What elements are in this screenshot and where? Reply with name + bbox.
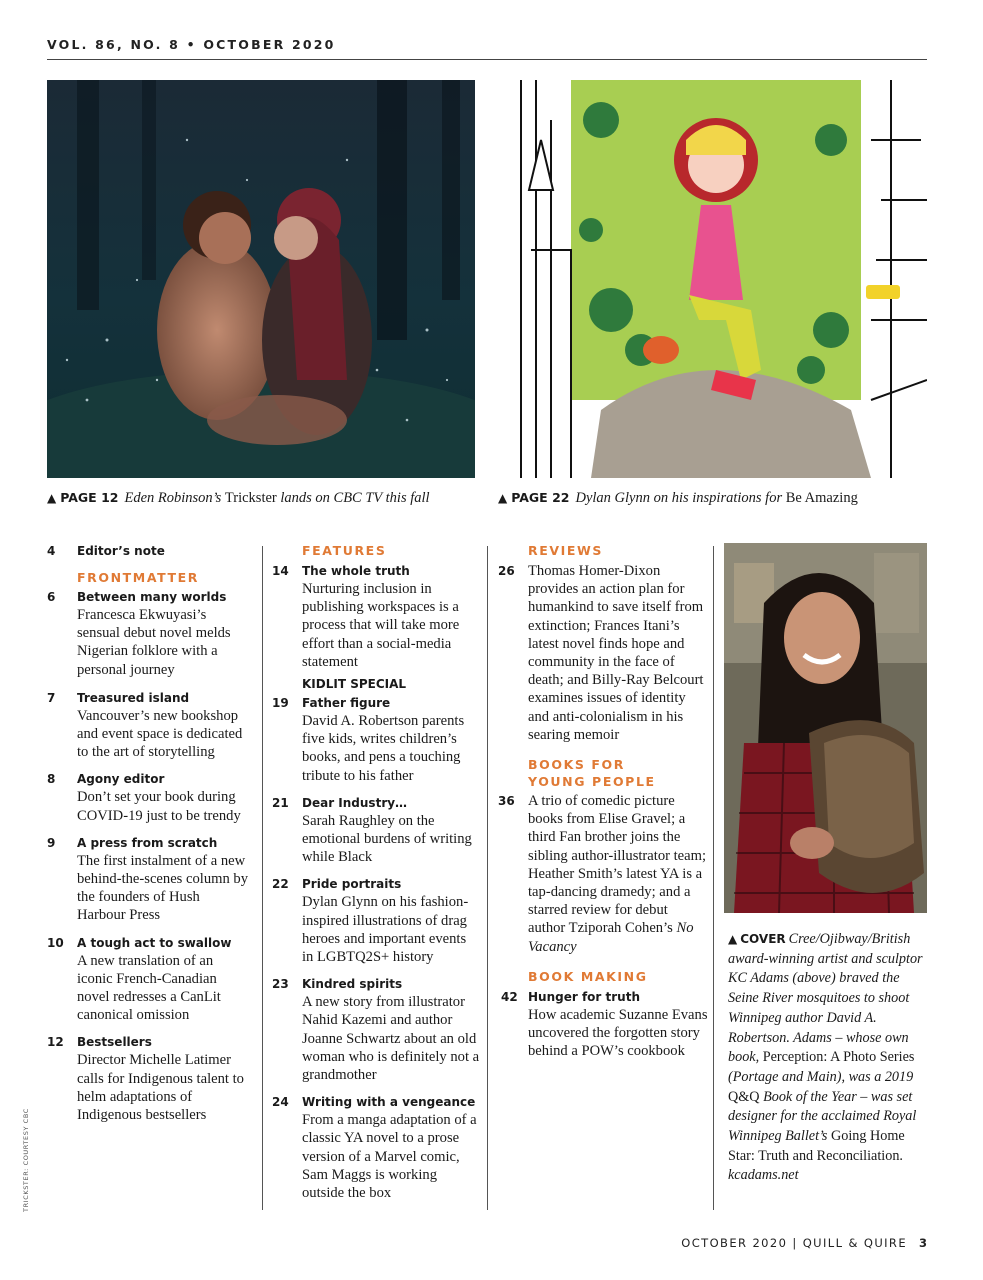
column-divider: [262, 546, 263, 1210]
photo-trickster-still: [47, 80, 475, 478]
column-divider: [713, 546, 714, 1210]
toc-entry[interactable]: 42 Hunger for truth How academic Suzanne Evans uncovered the forgotten story behind a POW’s cookbook: [501, 989, 708, 1060]
toc-entry[interactable]: 22 Pride portraits Dylan Glynn on his fashion-inspired illustrations of drag heroes and important events in LGBTQ2S+ history: [272, 877, 469, 966]
toc-entry[interactable]: 24 Writing with a vengeance From a manga adaptation of a classic YA novel to a prose version of a Marvel comic, Sam Maggs is working outside the box: [272, 1095, 477, 1202]
triangle-up-icon: ▲: [498, 491, 508, 505]
toc-entry[interactable]: 36 A trio of comedic picture books from Elise Gravel; a third Fan brother joins the sibling author-illustrator team; Heather Smith’s latest YA is a tap-dancing dramedy; and a starred review for debut author Tziporah Cohen’s No Vacancy: [498, 793, 707, 955]
toc-entry[interactable]: 6 Between many worlds Francesca Ekwuyasi’s sensual debut novel melds Nigerian folklore with a personal journey: [47, 590, 231, 678]
column-divider: [487, 546, 488, 1210]
toc-entry[interactable]: 23 Kindred spirits A new story from illustrator Nahid Kazemi and author Joanne Schwartz about an old woman who is definitely not a grandmother: [272, 977, 480, 1084]
toc-entry[interactable]: 19 Father figure David A. Robertson parents five kids, writes children’s books, and pens a touching tribute to his father: [272, 696, 465, 784]
section-heading-reviews: REVIEWS: [528, 543, 604, 558]
toc-page-number: 4: [47, 544, 56, 558]
page-footer: [681, 1236, 927, 1250]
masthead: VOL. 86, NO. 8 • OCTOBER 2020: [47, 37, 336, 52]
toc-entry-editors-note[interactable]: [47, 542, 252, 560]
toc-column-frontmatter: [47, 542, 252, 1124]
toc-column-features: [272, 542, 480, 1202]
triangle-up-icon: ▲: [728, 932, 738, 946]
photo-cover-artist: [724, 543, 927, 913]
triangle-up-icon: ▲: [47, 491, 57, 505]
toc-entry[interactable]: 7 Treasured island Vancouver’s new bookshop and event space is dedicated to the art of storytelling: [47, 690, 243, 761]
photo-credit: TRICKSTER: COURTESY CBC: [22, 1108, 30, 1212]
toc-entry[interactable]: 8 Agony editor Don’t set your book during COVID-19 just to be trendy: [47, 772, 241, 824]
toc-entry[interactable]: 21 Dear Industry… Sarah Raughley on the emotional burdens of writing while Black: [272, 795, 472, 866]
caption-page-ref: PAGE 22: [511, 490, 570, 505]
section-heading-frontmatter: FRONTMATTER: [77, 570, 200, 585]
page-number: 3: [918, 1236, 927, 1250]
caption-page-22: ▲ PAGE 22 Dylan Glynn on his inspirations for Be Amazing: [498, 490, 858, 506]
toc-entry[interactable]: 10 A tough act to swallow A new translation of an iconic French-Canadian novel redresses a CanLit canonical omission: [47, 935, 232, 1024]
section-heading-book-making: BOOK MAKING: [528, 968, 648, 984]
section-heading-books-for-young-people: BOOKS FOR YOUNG PEOPLE: [528, 757, 656, 790]
toc-entry[interactable]: 9 A press from scratch The first instalment of a new behind-the-scenes column by the founders of Hush Harbour Press: [47, 835, 249, 924]
toc-entry[interactable]: 26 Thomas Homer-Dixon provides an action plan for humankind to save itself from extinction; Frances Itani’s latest novel finds hope and community in the face of death; and Billy-Ray Belcourt examines issues of identity and anti-colonialism in his searing memoir: [498, 563, 704, 743]
toc-column-reviews: [498, 542, 708, 1060]
toc-entry[interactable]: 14 The whole truth Nurturing inclusion in publishing workspaces is a process that will take more effort than a social-media statement: [272, 564, 460, 670]
cover-label: COVER: [740, 932, 786, 946]
top-rule: [47, 59, 927, 60]
caption-page-12: ▲ PAGE 12 Eden Robinson’s Trickster lands on CBC TV this fall: [47, 490, 430, 506]
toc-entry[interactable]: 12 Bestsellers Director Michelle Latimer calls for Indigenous talent to helm adaptations of Indigenous bestsellers: [47, 1035, 244, 1124]
illustration-be-amazing: [511, 80, 927, 478]
cover-caption: ▲ COVER Cree/Ojibway/British award-winning artist and sculptor KC Adams (above) braved the Seine River mosquitoes to shoot Winnipeg author David A. Robertson. Adams – whose own book, Perception: A Photo Series (Portage and Main), was a 2019 Q&Q Book of the Year – was set designer for the acclaimed Royal Winnipeg Ballet’s Going Home Star: Truth and Reconciliation. kcadams.net: [728, 931, 923, 1184]
subsection-heading-kidlit: KIDLIT SPECIAL: [302, 677, 407, 692]
section-heading-features: FEATURES: [302, 543, 387, 558]
caption-page-ref: PAGE 12: [60, 490, 119, 505]
footer-publication: OCTOBER 2020 | QUILL & QUIRE: [681, 1236, 907, 1250]
cover-website-link[interactable]: kcadams.net: [728, 1167, 799, 1184]
toc-entry-title: Editor’s note: [77, 544, 165, 558]
